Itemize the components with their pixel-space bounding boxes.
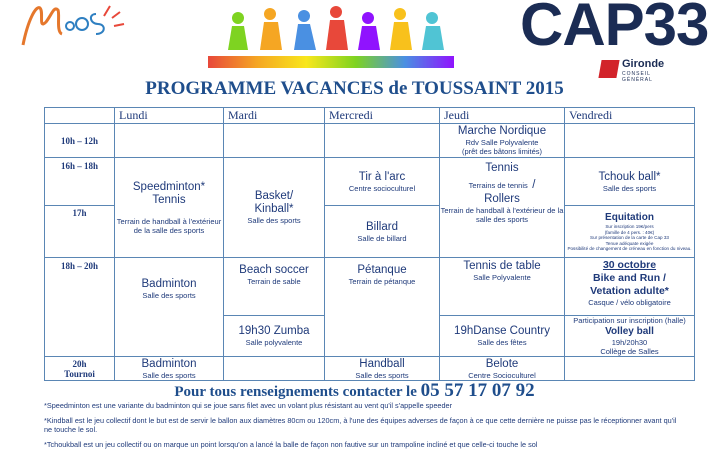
- activity-name: Tennis: [152, 193, 186, 206]
- footnote: *Kindball est le jeu collectif dont le but est de servir le ballon aux diamètres 80cm ou 120cm, à l'une des équipes adverses de façon à ce que cette dernière ne puisse pas le réceptionner avant qu'il ne touche le sol.: [44, 416, 677, 434]
- activity-cell: [115, 357, 224, 381]
- time-slot: [45, 357, 115, 381]
- activity-name: Vetation adulte*: [590, 285, 669, 297]
- activity-name: Marche Nordique: [457, 125, 547, 137]
- activity-date: 30 octobre: [602, 259, 657, 271]
- header-row: [45, 108, 695, 124]
- footnotes: [44, 401, 684, 455]
- activity-cell: [565, 158, 695, 206]
- activity-cell: [325, 206, 440, 258]
- activity-note: Possibilité de changement de créneau en fonction du niveau.: [567, 246, 692, 252]
- activity-cell: [565, 258, 695, 316]
- activity-name: Speedminton*: [132, 180, 206, 193]
- gironde-text: Gironde: [622, 58, 665, 70]
- activity-location: Terrain de pétanque: [348, 277, 416, 286]
- activity-location: Centre socioculturel: [348, 183, 416, 193]
- time-label: 20h: [72, 358, 87, 369]
- activity-name: Tennis: [485, 162, 519, 174]
- activity-location: Salle des sports: [142, 291, 196, 300]
- time-slot: 18h – 20h: [45, 258, 115, 357]
- activity-name: 19hDanse Country: [454, 325, 550, 337]
- activity-location: Salle des sports: [355, 370, 409, 380]
- activity-location: Terrains de tennis: [468, 181, 528, 190]
- activity-cell: [440, 158, 565, 258]
- activity-location: Collège de Salles: [600, 347, 659, 356]
- activity-name: Pétanque: [357, 264, 407, 276]
- empty-cell: [115, 124, 224, 158]
- day-header: Mercredi: [325, 108, 440, 124]
- activity-cell: [325, 258, 440, 357]
- gironde-mark-icon: [598, 60, 619, 78]
- time-slot: 16h – 18h: [45, 158, 115, 206]
- empty-cell: [565, 124, 695, 158]
- activity-cell: [224, 158, 325, 258]
- contact-text: Pour tous renseignements contacter le: [174, 384, 421, 400]
- footnote: *Tchoukball est un jeu collectif ou on marque un point lorsqu'on a lancé la balle de façon non fautive sur un trampoline incliné et que celle-ci touche le sol: [44, 440, 538, 449]
- table-row: [45, 124, 695, 158]
- table-row: [45, 357, 695, 381]
- activity-location: Terrain de sable: [247, 277, 301, 286]
- activity-name: Tir à l'arc: [358, 170, 406, 183]
- empty-cell: [224, 124, 325, 158]
- activity-name: Equitation: [605, 212, 654, 224]
- activity-location: Salle Polyvalente: [473, 273, 531, 282]
- activity-note: Casque / vélo obligatoire: [588, 298, 671, 307]
- activity-note: Participation sur inscription (halle): [573, 316, 686, 325]
- activity-name: Kinball*: [254, 203, 294, 215]
- day-header: Mardi: [224, 108, 325, 124]
- activity-separator: /: [532, 179, 536, 191]
- activity-name: Beach soccer: [239, 264, 309, 276]
- activity-cell: [565, 206, 695, 258]
- activity-cell: [440, 357, 565, 381]
- sports-banner: [208, 0, 454, 72]
- activity-name: Tennis de table: [463, 260, 541, 272]
- schedule-table: [44, 107, 695, 381]
- activity-name: Belote: [485, 357, 519, 370]
- activity-cell: [565, 316, 695, 357]
- time-slot: 17h: [45, 206, 115, 258]
- activity-cell: [440, 316, 565, 357]
- contact-phone: 05 57 17 07 92: [420, 380, 535, 401]
- activity-cell: [325, 158, 440, 206]
- empty-cell: [325, 124, 440, 158]
- activity-name: Badminton: [141, 278, 197, 290]
- footnote: *Speedminton est une variante du badminton qui se joue sans filet avec un volant plus résistant au vent qu'il s'appelle speeder: [44, 401, 453, 410]
- empty-cell: [565, 357, 695, 381]
- day-header: Lundi: [115, 108, 224, 124]
- corner-cell: [45, 108, 115, 124]
- activity-name: Bike and Run /: [593, 272, 666, 284]
- activity-name: Billard: [366, 220, 398, 233]
- activity-name: Basket/: [254, 190, 294, 202]
- activity-location: Salle des fêtes: [477, 338, 527, 347]
- activity-cell: [115, 258, 224, 357]
- activity-cell: [224, 316, 325, 357]
- activity-cell: [440, 124, 565, 158]
- activity-name: 19h30 Zumba: [238, 325, 310, 337]
- day-header: Jeudi: [440, 108, 565, 124]
- activity-cell: [115, 158, 224, 258]
- activity-location: Centre Socioculturel: [468, 370, 536, 380]
- cap33-logo: CAP33: [520, 0, 709, 58]
- time-label: Tournoi: [64, 368, 95, 379]
- mios-logo: [18, 0, 128, 52]
- activity-location: Salle des sports: [247, 216, 301, 225]
- day-header: Vendredi: [565, 108, 695, 124]
- table-row: [45, 258, 695, 316]
- activity-name: Badminton: [141, 357, 197, 370]
- activity-location: Salle polyvalente: [245, 338, 303, 347]
- activity-cell: [224, 258, 325, 316]
- activity-location: Rdv Salle Polyvalente: [465, 138, 539, 147]
- activity-location: Terrain de handball à l'extérieur de la salle des sports: [116, 216, 222, 235]
- activity-location: Terrain de handball à l'extérieur de la salle des sports: [440, 206, 564, 224]
- page-title: PROGRAMME VACANCES de TOUSSAINT 2015: [145, 78, 564, 99]
- activity-name: Handball: [359, 357, 405, 370]
- activity-location: Salle des sports: [142, 370, 196, 380]
- activity-note: (famille de 4 pers. : 40€): [604, 229, 655, 235]
- activity-location: Salle des sports: [602, 183, 657, 193]
- contact-line: [0, 380, 709, 402]
- activity-note: Sur présentation de la carte de Cap 33: [590, 235, 669, 241]
- activity-note: Tenue adéquate exigée: [605, 240, 654, 246]
- activity-cell: [440, 258, 565, 316]
- activity-note: (prêt des bâtons limités): [461, 147, 543, 156]
- empty-cell: [224, 357, 325, 381]
- time-slot: 10h – 12h: [45, 124, 115, 158]
- activity-cell: [325, 357, 440, 381]
- activity-name: Rollers: [484, 193, 520, 205]
- activity-name: Volley ball: [605, 326, 654, 337]
- table-row: [45, 158, 695, 206]
- activity-time: 19h/20h30: [611, 338, 648, 347]
- gironde-subtext: CONSEIL GÉNÉRAL: [622, 71, 653, 83]
- activity-location: Salle de billard: [357, 233, 407, 243]
- activity-name: Tchouk ball*: [598, 170, 661, 183]
- activity-note: Sur inscription 19€/pers: [605, 224, 654, 230]
